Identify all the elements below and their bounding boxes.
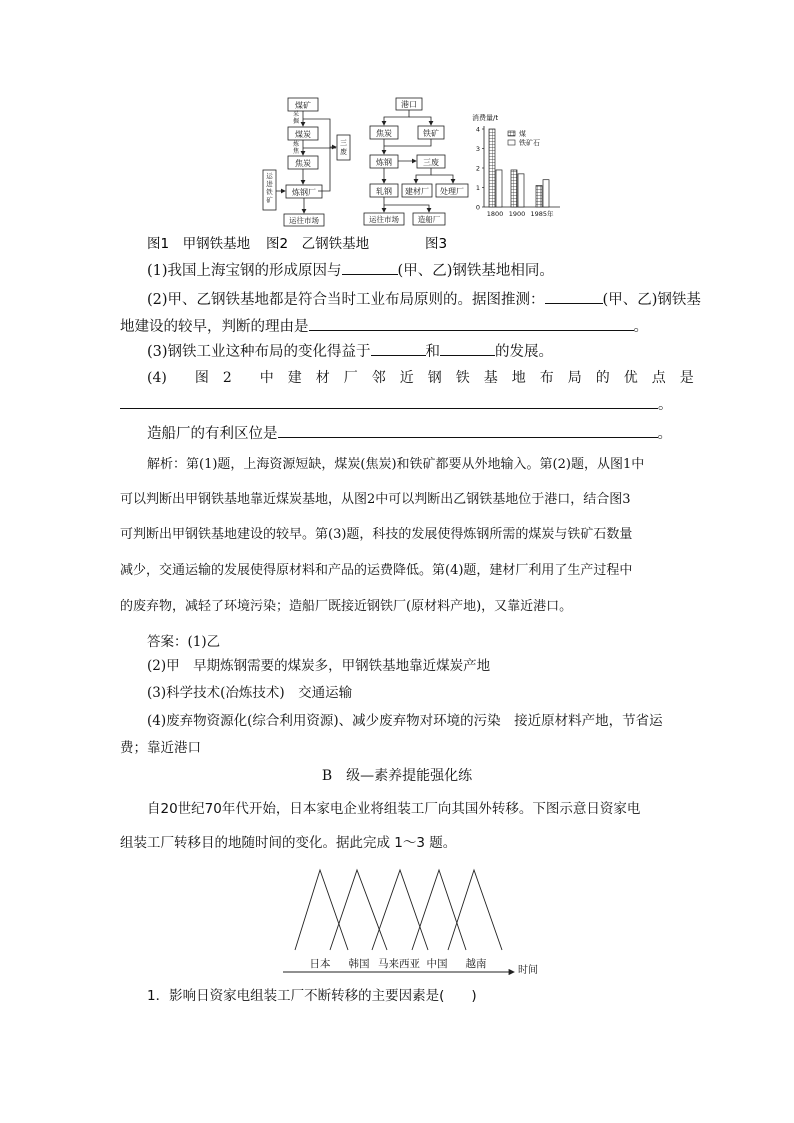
q3-text-b: 和 <box>425 344 441 360</box>
fig3-x-label-1: 1900 <box>508 210 526 218</box>
fig3-x-label-0: 1800 <box>486 210 504 218</box>
q4-blank-2[interactable] <box>278 423 658 438</box>
fig1-box-steelworks-label: 炼钢厂 <box>292 188 316 197</box>
fig3-x-label-2: 1985年 <box>530 210 554 218</box>
fig3-bar-iron-1 <box>518 174 524 207</box>
q1-blank[interactable] <box>342 260 398 275</box>
question-3 <box>147 341 707 362</box>
q4-text-a: (4) 图 2 中 建 材 厂 邻 近 钢 铁 基 地 布 局 的 优 点 是 <box>147 370 694 386</box>
fig3-y-ticks <box>476 126 484 212</box>
figure-2-flowchart <box>364 98 468 225</box>
fig2-box-buildingmat-label: 建材厂 <box>405 187 429 196</box>
fig4-label-china: 中国 <box>426 958 448 970</box>
fig1-edge-label-1b: 掘 <box>293 118 300 125</box>
q4-end-1: 。 <box>658 397 673 413</box>
fig2-box-ironore-label: 铁矿 <box>423 129 439 138</box>
fig2-box-rolling-label: 轧钢 <box>376 187 392 196</box>
answer-3: (3)科学技术(冶炼技术) 交通运输 <box>147 685 353 701</box>
question-2-line1 <box>147 289 707 310</box>
q2-blank-1[interactable] <box>545 289 603 304</box>
q3-blank-1[interactable] <box>371 341 426 356</box>
question-4-line2 <box>120 394 680 415</box>
fig2-box-waste-label: 三废 <box>423 158 439 167</box>
fig3-bar-iron-2 <box>543 180 549 207</box>
fig4-triangle-china <box>412 870 466 950</box>
fig1-edge-label-1: 采 <box>293 111 300 118</box>
fig4-label-malaysia: 马来西亚 <box>378 958 420 970</box>
fig1-box-coke-label: 焦炭 <box>295 159 311 168</box>
fig3-ylabel: 消费量/t <box>472 114 499 122</box>
fig3-legend-coal: 煤 <box>519 130 526 138</box>
answer-4-line1: (4)废弃物资源化(综合利用资源)、减少废弃物对环境的污染 接近原材料产地，节省运 <box>147 713 663 729</box>
figure-3-chart <box>472 113 560 218</box>
fig3-legend-iron: 铁矿石 <box>519 139 540 147</box>
fig3-bar-coal-0 <box>489 129 495 207</box>
fig2-box-shipyard-label: 造船厂 <box>417 215 441 224</box>
q4-end-2: 。 <box>657 426 672 442</box>
fig4-label-korea: 韩国 <box>348 958 370 970</box>
fig1-waste-label: 三废 <box>340 139 347 156</box>
fig4-triangle-japan <box>295 870 348 950</box>
q2-text-c: 地建设的较早，判断的理由是 <box>120 319 309 335</box>
q4-blank-1[interactable] <box>120 394 658 409</box>
fig3-y-tick-label: 0 <box>475 203 480 212</box>
caption-fig3: 图3 <box>425 236 448 252</box>
figures-area <box>0 0 794 252</box>
q2-text-b: (甲、乙)钢铁基 <box>602 292 701 308</box>
fig4-label-vietnam: 越南 <box>465 958 487 970</box>
fig4-label-japan: 日本 <box>309 958 331 970</box>
analysis-line-1: 解析：第(1)题，上海资源短缺，煤炭(焦炭)和铁矿都要从外地输入。第(2)题，从图1中 <box>147 457 645 472</box>
fig4-triangle-malaysia <box>372 870 428 950</box>
question-b1: 1．影响日资家电组装工厂不断转移的主要因素是( ) <box>147 988 477 1004</box>
fig3-legend-coal-swatch <box>508 131 515 136</box>
fig2-box-market-label: 运往市场 <box>369 215 399 224</box>
fig1-iron-import-label: 运进铁矿 <box>266 172 273 204</box>
q2-blank-2[interactable] <box>309 316 634 331</box>
question-2-line2 <box>120 316 680 337</box>
q1-text-b: (甲、乙)钢铁基地相同。 <box>397 263 554 279</box>
caption-fig1: 图1 甲钢铁基地 <box>147 236 251 252</box>
analysis-line-4: 减少，交通运输的发展使得原材料和产品的运费降低。第(4)题，建材厂利用了生产过程中 <box>120 563 633 578</box>
question-4-line3 <box>147 423 707 444</box>
analysis-line-2: 可以判断出甲钢铁基地靠近煤炭基地，从图2中可以判断出乙钢铁基地位于港口，结合图3 <box>120 492 631 507</box>
caption-fig2: 图2 乙钢铁基地 <box>266 236 370 252</box>
fig3-bar-coal-1 <box>511 170 517 207</box>
q1-text-a: (1)我国上海宝钢的形成原因与 <box>147 263 342 279</box>
fig2-box-coke-label: 焦炭 <box>376 129 392 138</box>
fig4-triangle-korea <box>330 870 387 950</box>
q3-blank-2[interactable] <box>440 341 495 356</box>
q4-text-b: 造船厂的有利区位是 <box>147 426 278 442</box>
fig2-box-treatment-label: 处理厂 <box>440 187 464 196</box>
fig1-box-coalmine-label: 煤矿 <box>295 101 311 110</box>
figure-1-flowchart <box>263 98 350 226</box>
figure-4-transfer-diagram <box>0 860 794 980</box>
q3-text-c: 的发展。 <box>495 344 554 360</box>
fig3-y-tick-label: 2 <box>475 164 480 173</box>
fig4-triangles <box>295 870 502 950</box>
q3-text-a: (3)钢铁工业这种布局的变化得益于 <box>147 344 371 360</box>
q2-end: 。 <box>633 319 648 335</box>
q2-text-a: (2)甲、乙钢铁基地都是符合当时工业布局原则的。据图推测： <box>147 292 545 308</box>
fig4-time-label: 时间 <box>518 965 538 976</box>
question-1 <box>147 260 707 281</box>
fig3-y-tick-label: 1 <box>475 184 480 192</box>
question-4-line1 <box>147 368 694 388</box>
section-b-title: B 级—素养提能强化练 <box>321 768 473 784</box>
fig3-y-tick-label: 3 <box>475 145 480 153</box>
answer-1: 答案：(1)乙 <box>147 634 221 650</box>
answer-4-line2: 费；靠近港口 <box>120 740 201 756</box>
fig3-bar-coal-2 <box>536 186 542 207</box>
analysis-line-3: 可判断出甲钢铁基地建设的较早。第(3)题，科技的发展使得炼钢所需的煤炭与铁矿石数量 <box>120 527 633 542</box>
fig3-bar-iron-0 <box>496 170 502 207</box>
fig1-edge-label-2b: 焦 <box>293 148 300 155</box>
section-b-intro-line1: 自20世纪70年代开始，日本家电企业将组装工厂向其国外转移。下图示意日资家电 <box>147 801 641 817</box>
fig2-box-port-label: 港口 <box>401 100 417 109</box>
fig3-y-tick-label: 4 <box>475 125 480 134</box>
fig1-box-market-label: 运往市场 <box>289 216 319 225</box>
analysis-line-5: 的废弃物，减轻了环境污染；造船厂既接近钢铁厂(原材料产地)，又靠近港口。 <box>120 599 573 614</box>
fig3-legend-iron-swatch <box>508 140 515 145</box>
fig3-x-labels <box>487 209 554 218</box>
fig2-box-steel-label: 炼钢 <box>376 158 392 167</box>
section-b-intro-line2: 组装工厂转移目的地随时间的变化。据此完成 1～3 题。 <box>120 835 457 851</box>
answer-2: (2)甲 早期炼钢需要的煤炭多，甲钢铁基地靠近煤炭产地 <box>147 658 491 674</box>
fig1-edge-label-2: 炼 <box>293 141 300 148</box>
fig4-triangle-vietnam <box>448 870 502 950</box>
fig1-box-coal-label: 煤炭 <box>295 130 311 139</box>
